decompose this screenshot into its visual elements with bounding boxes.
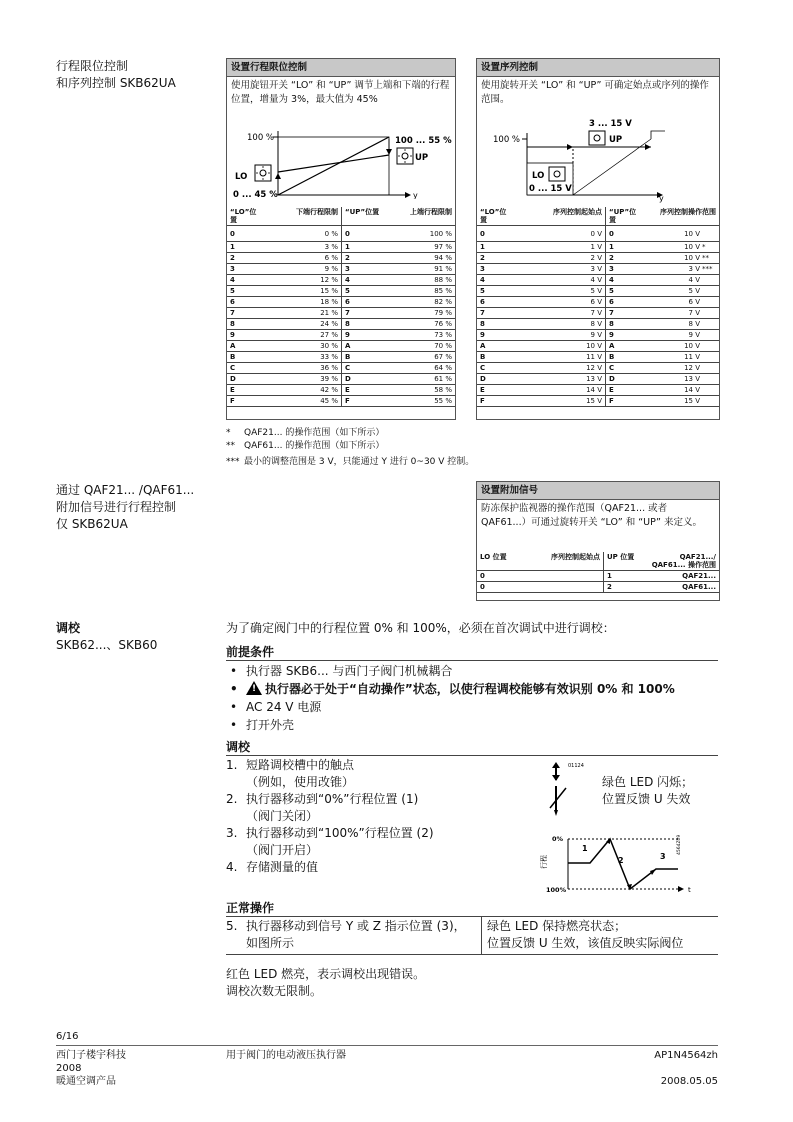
table-cell: 94 %	[384, 253, 455, 264]
table-cell: 13 V	[646, 374, 719, 385]
table-cell: A	[342, 341, 385, 352]
table-row	[477, 385, 719, 396]
table-row: 0 2 QAF61...	[477, 582, 719, 593]
table-cell: 1	[477, 242, 515, 253]
step: 1. 短路调校槽中的触点	[226, 758, 355, 772]
table-cell: 8 V	[646, 319, 719, 330]
arrow-icon	[567, 144, 573, 150]
table-cell: 3 V	[515, 264, 606, 275]
table-cell: 0	[227, 226, 263, 242]
table-cell: C	[477, 363, 515, 374]
table-row	[477, 396, 719, 407]
table-cell: 100 %	[384, 226, 455, 242]
table-cell: A	[227, 341, 263, 352]
box-description: 使用旋转开关 “LO” 和 “UP” 可确定始点或序列的操作范围。	[481, 80, 709, 105]
table-row	[227, 363, 455, 374]
table-cell: D	[342, 374, 385, 385]
table-cell: 8	[342, 319, 385, 330]
sequence-control-diagram	[477, 111, 719, 203]
table-cell: 6	[342, 297, 385, 308]
prerequisites-list	[230, 662, 720, 734]
table-cell: 1 V	[515, 242, 606, 253]
table-cell: F	[606, 396, 647, 407]
step: （例如，使用改锥）	[246, 775, 355, 789]
table-cell: 0	[477, 226, 515, 242]
sequence-control-box	[476, 58, 720, 420]
arrow-icon	[645, 144, 651, 150]
table-row	[477, 226, 719, 242]
label-up: UP	[415, 153, 429, 163]
table-cell: 6	[477, 297, 515, 308]
table-cell: 91 %	[384, 264, 455, 275]
divider	[481, 917, 482, 954]
table-cell: 2	[606, 253, 647, 264]
table-cell: 18 %	[263, 297, 342, 308]
table-row	[477, 253, 719, 264]
table-cell: 15 %	[263, 286, 342, 297]
box-description: 防冻保护监视器的操作范围（QAF21... 或者 QAF61...）可通过旋转开关 “LO” 和 “UP” 来定义。	[481, 503, 702, 528]
table-cell: 39 %	[263, 374, 342, 385]
table-cell: 10 V	[646, 341, 719, 352]
step: 2. 执行器移动到“0%”行程位置 (1)	[226, 792, 419, 806]
table-row	[227, 352, 455, 363]
table-row	[227, 275, 455, 286]
table-cell: 42 %	[263, 385, 342, 396]
table-cell: 85 %	[384, 286, 455, 297]
table-cell: 12 %	[263, 275, 342, 286]
table-cell: 0 %	[263, 226, 342, 242]
led-status-calibrating	[602, 774, 693, 808]
table-cell: 9	[477, 330, 515, 341]
table-cell: 10 V	[515, 341, 606, 352]
box-title: 设置附加信号	[477, 482, 719, 500]
footer-divider	[56, 1045, 718, 1046]
footer-company: 西门子楼宇科技 2008 暖通空调产品	[56, 1050, 126, 1087]
table-row	[227, 226, 455, 242]
label-lo: LO	[235, 172, 248, 182]
normal-operation-title: 正常操作	[226, 901, 275, 915]
table-row	[477, 242, 719, 253]
table-row	[227, 264, 455, 275]
footnote: ** QAF61... 的操作范围（如下所示）	[226, 441, 385, 451]
table-cell: 1	[342, 242, 385, 253]
table-cell: 7	[477, 308, 515, 319]
table-row	[477, 319, 719, 330]
table-row	[227, 242, 455, 253]
table-cell: 2	[342, 253, 385, 264]
table-cell: 27 %	[263, 330, 342, 341]
label-time: t	[688, 886, 691, 894]
table-cell: B	[606, 352, 647, 363]
table-cell: 70 %	[384, 341, 455, 352]
side-heading-calibration	[56, 620, 157, 654]
table-cell: 6 V	[515, 297, 606, 308]
stroke-limit-diagram	[227, 127, 455, 199]
side-text: SKB62...、SKB60	[56, 638, 158, 652]
table-header-cell: 下端行程限制	[263, 207, 342, 226]
table-cell: B	[342, 352, 385, 363]
footnotes	[226, 427, 726, 469]
box-title: 设置行程限位控制	[227, 59, 455, 77]
calibration-title: 调校	[226, 740, 251, 754]
side-text: 通过 QAF21... /QAF61...	[56, 483, 195, 497]
led-status-normal: 绿色 LED 保持燃亮状态； 位置反馈 U 生效，该值反映实际阀位	[487, 919, 684, 950]
table-cell: B	[227, 352, 263, 363]
calibration-intro: 为了确定阀门中的行程位置 0% 和 100%，必须在首次调试中进行调校：	[226, 621, 615, 635]
table-cell: 2	[227, 253, 263, 264]
table-cell: 1	[227, 242, 263, 253]
arrow-icon	[275, 173, 281, 179]
table-cell: 4 V	[515, 275, 606, 286]
table-row	[477, 286, 719, 297]
footer-doc-title: 用于阀门的电动液压执行器	[226, 1050, 346, 1061]
label-stroke: 行程	[540, 855, 548, 869]
led-text: 位置反馈 U 失效	[602, 792, 691, 806]
table-cell: 64 %	[384, 363, 455, 374]
table-cell: B	[477, 352, 515, 363]
table-cell: 0	[342, 226, 385, 242]
table-cell: 9 %	[263, 264, 342, 275]
table-cell: 4	[227, 275, 263, 286]
table-cell: D	[227, 374, 263, 385]
table-cell: 9	[227, 330, 263, 341]
table-header-cell: “UP”位置	[606, 207, 647, 226]
arrow-icon	[386, 149, 392, 155]
led-text: 绿色 LED 闪烁；	[602, 775, 694, 789]
list-item: • AC 24 V 电源	[230, 700, 322, 714]
table-row	[227, 297, 455, 308]
calibration-steps	[226, 757, 516, 876]
step: 3. 执行器移动到“100%”行程位置 (2)	[226, 826, 434, 840]
table-row	[227, 385, 455, 396]
table-cell: 61 %	[384, 374, 455, 385]
table-header	[227, 207, 455, 226]
table-cell: 6	[606, 297, 647, 308]
footnote: * QAF21... 的操作范围（如下所示）	[226, 428, 385, 438]
table-cell: E	[477, 385, 515, 396]
table-cell: E	[227, 385, 263, 396]
page-number: 6/16	[56, 1031, 79, 1042]
warning-icon: !	[246, 681, 262, 695]
table-cell: 11 V	[515, 352, 606, 363]
screwdriver-icon	[540, 760, 590, 820]
table-cell: 5	[477, 286, 515, 297]
table-cell: 3	[606, 264, 647, 275]
diagram-line	[278, 155, 389, 172]
table-cell: 0	[606, 226, 647, 242]
sequence-control-table	[477, 207, 719, 407]
table-header	[477, 207, 719, 226]
additional-signal-table	[477, 552, 719, 593]
table-cell: 5 V	[515, 286, 606, 297]
table-row: 0 1 QAF21...	[477, 571, 719, 582]
table-cell: 10 V *	[646, 242, 719, 253]
table-cell: 97 %	[384, 242, 455, 253]
footnote: *** 最小的调整范围是 3 V，只能通过 Y 进行 0~30 V 控制。	[226, 457, 475, 467]
table-cell: 14 V	[515, 385, 606, 396]
table-cell: 2 V	[515, 253, 606, 264]
calibration-sequence-diagram	[540, 825, 720, 895]
stroke-limit-box	[226, 58, 456, 420]
label-axis: y	[413, 191, 418, 199]
divider	[226, 660, 718, 661]
footer-doc-number: AP1N4564zh	[654, 1050, 718, 1061]
table-cell: 5	[342, 286, 385, 297]
table-cell: 15 V	[646, 396, 719, 407]
table-cell: 33 %	[263, 352, 342, 363]
label-up-range: 3 ... 15 V	[589, 119, 632, 129]
table-row	[227, 319, 455, 330]
table-cell: 82 %	[384, 297, 455, 308]
table-cell: 5	[227, 286, 263, 297]
stroke-limit-table	[227, 207, 455, 407]
table-cell: 8	[477, 319, 515, 330]
label-up: UP	[609, 135, 623, 145]
table-cell: 1	[606, 242, 647, 253]
normal-step: 5. 执行器移动到信号 Y 或 Z 指示位置 (3)， 如图所示	[226, 919, 466, 950]
table-cell: A	[606, 341, 647, 352]
sun-dial-icon	[589, 131, 605, 145]
additional-signal-box	[476, 481, 720, 601]
table-cell: 2	[477, 253, 515, 264]
table-cell: 7	[606, 308, 647, 319]
table-row	[227, 330, 455, 341]
table-cell: F	[227, 396, 263, 407]
table-cell: 8	[606, 319, 647, 330]
table-row	[477, 363, 719, 374]
list-item: • 打开外壳	[230, 718, 295, 732]
table-cell: 9	[342, 330, 385, 341]
label-lo: LO	[532, 171, 545, 181]
table-row	[227, 341, 455, 352]
table-cell: 8 V	[515, 319, 606, 330]
table-cell: 5 V	[646, 286, 719, 297]
table-header-cell: 上端行程限制	[384, 207, 455, 226]
label-up-range: 100 ... 55 %	[395, 136, 452, 146]
table-cell: 9	[606, 330, 647, 341]
table-cell: 4	[477, 275, 515, 286]
table-cell: 73 %	[384, 330, 455, 341]
table-cell: A	[477, 341, 515, 352]
table-row	[227, 374, 455, 385]
table-row	[477, 308, 719, 319]
table-cell: 7	[342, 308, 385, 319]
table-cell: 36 %	[263, 363, 342, 374]
label-axis: y	[659, 194, 664, 203]
table-header-cell: UP 位置	[604, 552, 649, 571]
table-cell: 67 %	[384, 352, 455, 363]
table-cell: 3	[227, 264, 263, 275]
table-cell: 76 %	[384, 319, 455, 330]
sun-dial-icon	[549, 167, 565, 181]
label-step-2: 2	[618, 856, 624, 865]
table-cell: D	[477, 374, 515, 385]
table-cell: E	[342, 385, 385, 396]
side-heading-additional-signal	[56, 482, 194, 533]
table-cell: 55 %	[384, 396, 455, 407]
box-title: 设置序列控制	[477, 59, 719, 77]
table-cell: 6 %	[263, 253, 342, 264]
table-row	[477, 330, 719, 341]
table-header-cell: “UP”位置	[342, 207, 385, 226]
table-row	[227, 396, 455, 407]
divider	[226, 755, 718, 756]
table-cell: C	[606, 363, 647, 374]
table-cell: 3	[477, 264, 515, 275]
label-100-percent: 100%	[546, 886, 567, 894]
table-cell: 15 V	[515, 396, 606, 407]
table-cell: 13 V	[515, 374, 606, 385]
table-header-cell: 序列控制操作范围	[646, 207, 719, 226]
label-100: 100 %	[493, 135, 521, 145]
label-step-3: 3	[660, 852, 666, 861]
side-text: 和序列控制 SKB62UA	[56, 76, 176, 90]
table-cell: 8	[227, 319, 263, 330]
table-cell: F	[342, 396, 385, 407]
footer-date: 2008.05.05	[660, 1076, 718, 1087]
svg-text:01124: 01124	[568, 763, 584, 769]
error-notes: 红色 LED 燃亮，表示调校出现错误。 调校次数无限制。	[226, 967, 426, 998]
table-cell: 4	[342, 275, 385, 286]
table-cell: 6 V	[646, 297, 719, 308]
table-cell: 58 %	[384, 385, 455, 396]
table-cell: 14 V	[646, 385, 719, 396]
box-description: 使用旋钮开关 “LO” 和 “UP” 调节上端和下端的行程位置，增量为 3%，最大值为 45%	[231, 80, 450, 105]
arrow-icon	[678, 886, 684, 892]
table-cell: 7 V	[515, 308, 606, 319]
table-cell: 79 %	[384, 308, 455, 319]
table-cell: 9 V	[515, 330, 606, 341]
table-cell: 88 %	[384, 275, 455, 286]
side-text: 行程限位控制	[56, 59, 129, 73]
table-row	[477, 275, 719, 286]
table-cell: F	[477, 396, 515, 407]
label-step-1: 1	[582, 844, 588, 853]
table-cell: 3	[342, 264, 385, 275]
table-cell: 12 V	[515, 363, 606, 374]
table-header-cell: 序列控制起始点	[515, 207, 606, 226]
table-cell: 6	[227, 297, 263, 308]
list-item: • ! 执行器必于处于“自动操作”状态，以使行程调校能够有效识别 0% 和 100%	[230, 682, 675, 696]
step: 4. 存储测量的值	[226, 860, 319, 874]
table-cell: 7 V	[646, 308, 719, 319]
diagram-line	[278, 137, 389, 195]
table-row	[477, 341, 719, 352]
table-row	[227, 286, 455, 297]
arrow-icon	[405, 192, 411, 198]
divider	[226, 954, 718, 955]
table-cell: 3 V ***	[646, 264, 719, 275]
table-cell: 4	[606, 275, 647, 286]
table-header-cell: “LO”位置	[227, 207, 263, 226]
table-header	[477, 552, 719, 571]
side-heading-stroke-limit	[56, 58, 176, 92]
list-item: • 执行器 SKB6... 与西门子阀门机械耦合	[230, 664, 453, 678]
table-row	[477, 264, 719, 275]
table-cell: C	[342, 363, 385, 374]
table-cell: 5	[606, 286, 647, 297]
table-row	[477, 297, 719, 308]
table-header-cell: “LO”位置	[477, 207, 515, 226]
prerequisites-title: 前提条件	[226, 645, 275, 659]
table-cell: 9 V	[646, 330, 719, 341]
label-100: 100 %	[247, 133, 275, 143]
side-text: 仅 SKB62UA	[56, 517, 128, 531]
table-cell: 10 V	[646, 226, 719, 242]
table-header-cell: QAF21.../ QAF61... 操作范围	[648, 552, 719, 571]
table-cell: 30 %	[263, 341, 342, 352]
step: （阀门开启）	[246, 843, 319, 857]
table-cell: 24 %	[263, 319, 342, 330]
step: （阀门关闭）	[246, 809, 319, 823]
table-row	[227, 253, 455, 264]
table-row	[477, 374, 719, 385]
figure-id: 4564Z09	[677, 834, 682, 855]
label-0-percent: 0%	[552, 835, 564, 843]
side-text: 调校	[56, 621, 81, 635]
table-cell: E	[606, 385, 647, 396]
side-text: 附加信号进行行程控制	[56, 500, 177, 514]
table-cell: 3 %	[263, 242, 342, 253]
table-row	[477, 352, 719, 363]
table-header-cell: 序列控制起始点	[523, 552, 604, 571]
table-cell: 0 V	[515, 226, 606, 242]
table-cell: D	[606, 374, 647, 385]
label-lo-range: 0 ... 15 V	[529, 184, 572, 194]
table-cell: C	[227, 363, 263, 374]
table-cell: 4 V	[646, 275, 719, 286]
table-cell: 10 V **	[646, 253, 719, 264]
table-cell: 45 %	[263, 396, 342, 407]
table-cell: 11 V	[646, 352, 719, 363]
table-cell: 21 %	[263, 308, 342, 319]
table-header-cell: LO 位置	[477, 552, 523, 571]
table-cell: 7	[227, 308, 263, 319]
table-row	[227, 308, 455, 319]
label-lo-range: 0 ... 45 %	[233, 190, 278, 199]
divider	[226, 916, 718, 917]
table-cell: 12 V	[646, 363, 719, 374]
